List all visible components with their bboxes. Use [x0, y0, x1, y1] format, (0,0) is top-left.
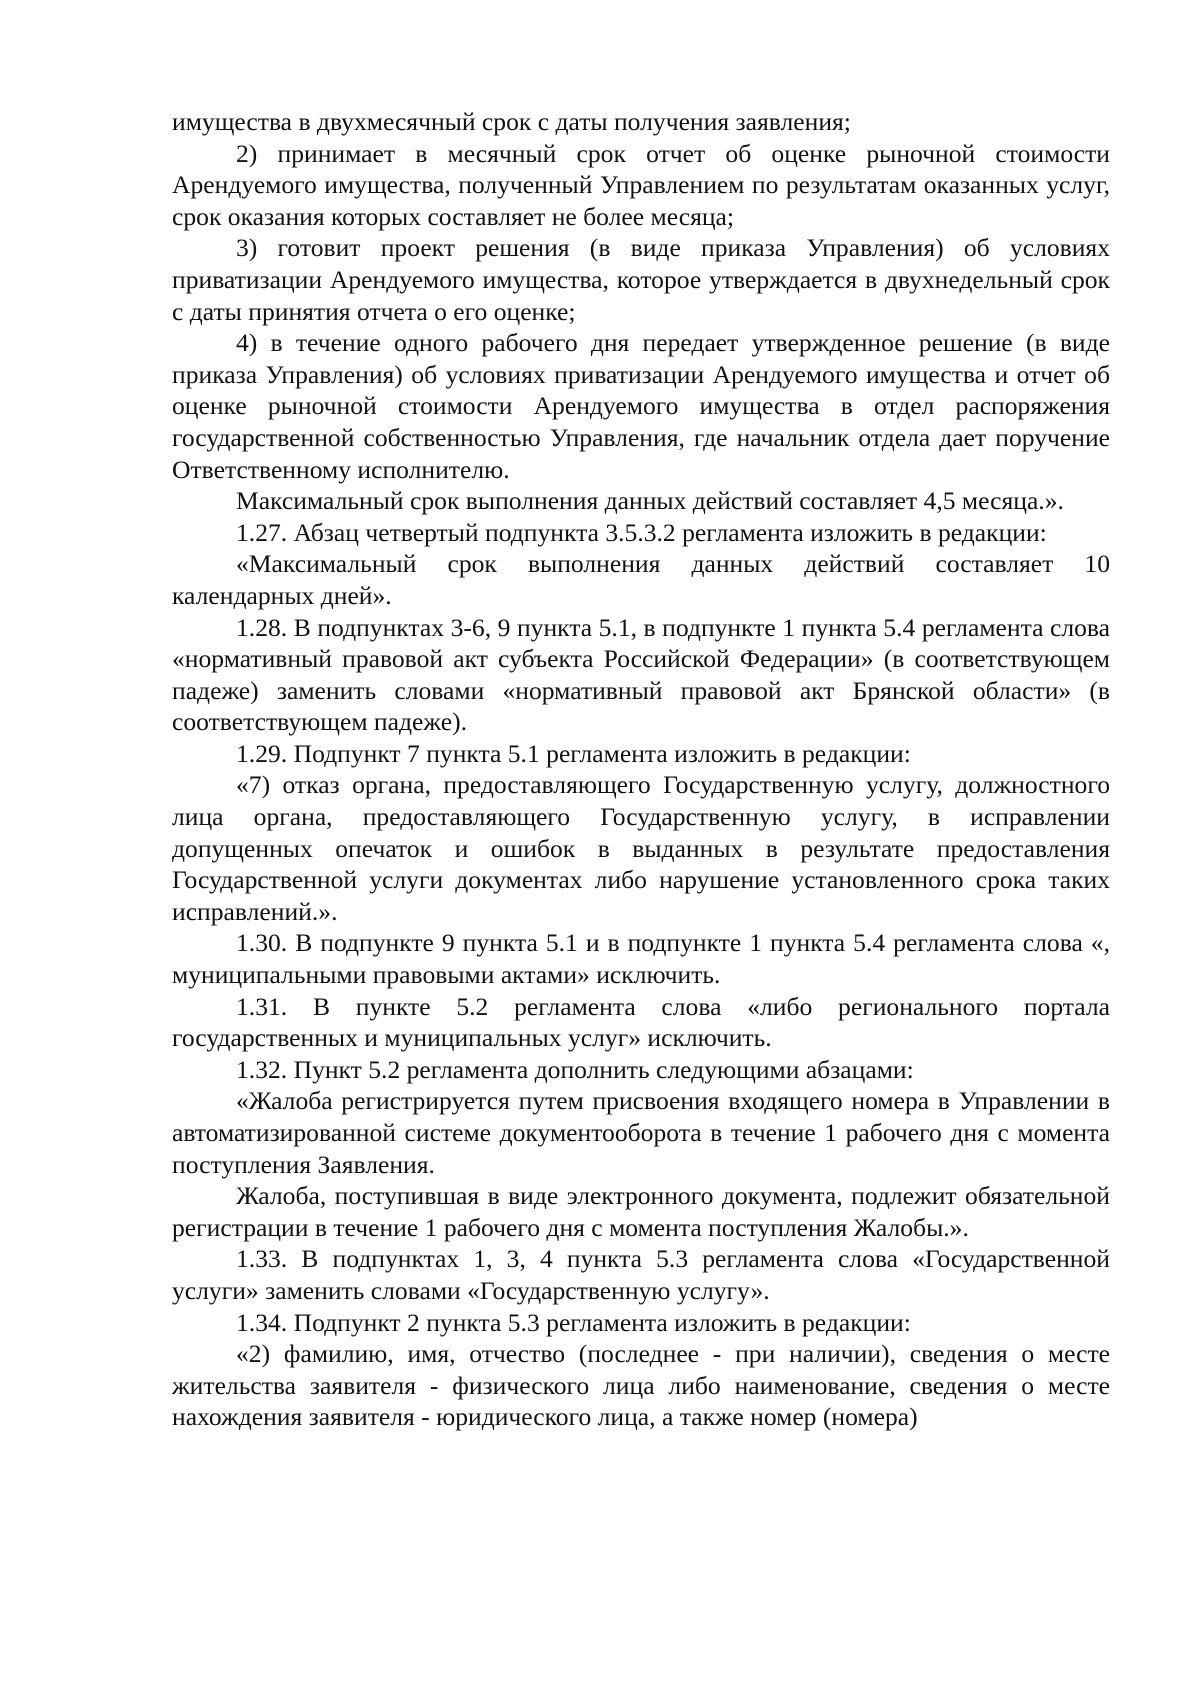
- paragraph-1-29: 1.29. Подпункт 7 пункта 5.1 регламента изложить в редакции:: [236, 738, 911, 768]
- paragraph-1-30: 1.30. В подпункте 9 пункта 5.1 и в подпункте 1 пункта 5.4 регламента слова «, муниципальными правовыми актами» исключить.: [172, 928, 1110, 990]
- paragraph-1-27-quote: «Максимальный срок выполнения данных действий составляет 10 календарных дней».: [172, 549, 1110, 610]
- paragraph-1-34-quote: «2) фамилию, имя, отчество (последнее - при наличии), сведения о месте жительства заявителя - физического лица либо наименование, сведения о месте нахождения заявителя - юридического лица, а также номер (номера): [172, 1339, 1110, 1432]
- paragraph-1-28: 1.28. В подпунктах 3-6, 9 пункта 5.1, в подпункте 1 пункта 5.4 регламента слова «нормативный правовой акт субъекта Российской Федерации» (в соответствующем падеже) заменить словами «нормативный правовой акт Брянской области» (в соответствующем падеже).: [172, 612, 1110, 737]
- paragraph-max-term: Максимальный срок выполнения данных действий составляет 4,5 месяца.».: [236, 486, 1064, 516]
- paragraph-1-32: 1.32. Пункт 5.2 регламента дополнить следующими абзацами:: [236, 1054, 914, 1084]
- paragraph-1-27: 1.27. Абзац четвертый подпункта 3.5.3.2 регламента изложить в редакции:: [236, 517, 1047, 547]
- paragraph-1-32-quote-2: Жалоба, поступившая в виде электронного документа, подлежит обязательной регистрации в течение 1 рабочего дня с момента поступления Жалобы.».: [172, 1181, 1110, 1242]
- paragraph-continuation: имущества в двухмесячный срок с даты получения заявления;: [172, 107, 851, 136]
- paragraph-item-2: 2) принимает в месячный срок отчет об оценке рыночной стоимости Арендуемого имущества, полученный Управлением по результатам оказанных услуг, срок оказания которых составляет не более месяца;: [172, 138, 1110, 231]
- paragraph-1-34: 1.34. Подпункт 2 пункта 5.3 регламента изложить в редакции:: [236, 1307, 911, 1337]
- paragraph-item-4: 4) в течение одного рабочего дня передает утвержденное решение (в виде приказа Управления) об условиях приватизации Арендуемого имущества и отчет об оценке рыночной стоимости Арендуемого имущества в отдел распоряжения государственной собственностью Управления, где начальник отдела дает поручение Ответственному исполнителю.: [172, 328, 1110, 484]
- document-page: [172, 106, 1110, 1433]
- paragraph-1-29-quote: «7) отказ органа, предоставляющего Государственную услугу, должностного лица органа, предоставляющего Государственную услугу, в исправлении допущенных опечаток и ошибок в выданных в результате предоставления Государственной услуги документах либо нарушение установленного срока таких исправлений.».: [172, 770, 1110, 926]
- paragraph-1-33: 1.33. В подпунктах 1, 3, 4 пункта 5.3 регламента слова «Государственной услуги» заменить словами «Государственную услугу».: [172, 1244, 1110, 1305]
- paragraph-1-31: 1.31. В пункте 5.2 регламента слова «либо регионального портала государственных и муниципальных услуг» исключить.: [172, 991, 1110, 1053]
- paragraph-1-32-quote-1: «Жалоба регистрируется путем присвоения входящего номера в Управлении в автоматизированной системе документооборота в течение 1 рабочего дня с момента поступления Заявления.: [172, 1086, 1110, 1179]
- paragraph-item-3: 3) готовит проект решения (в виде приказа Управления) об условиях приватизации Арендуемого имущества, которое утверждается в двухнедельный срок с даты принятия отчета о его оценке;: [172, 233, 1110, 326]
